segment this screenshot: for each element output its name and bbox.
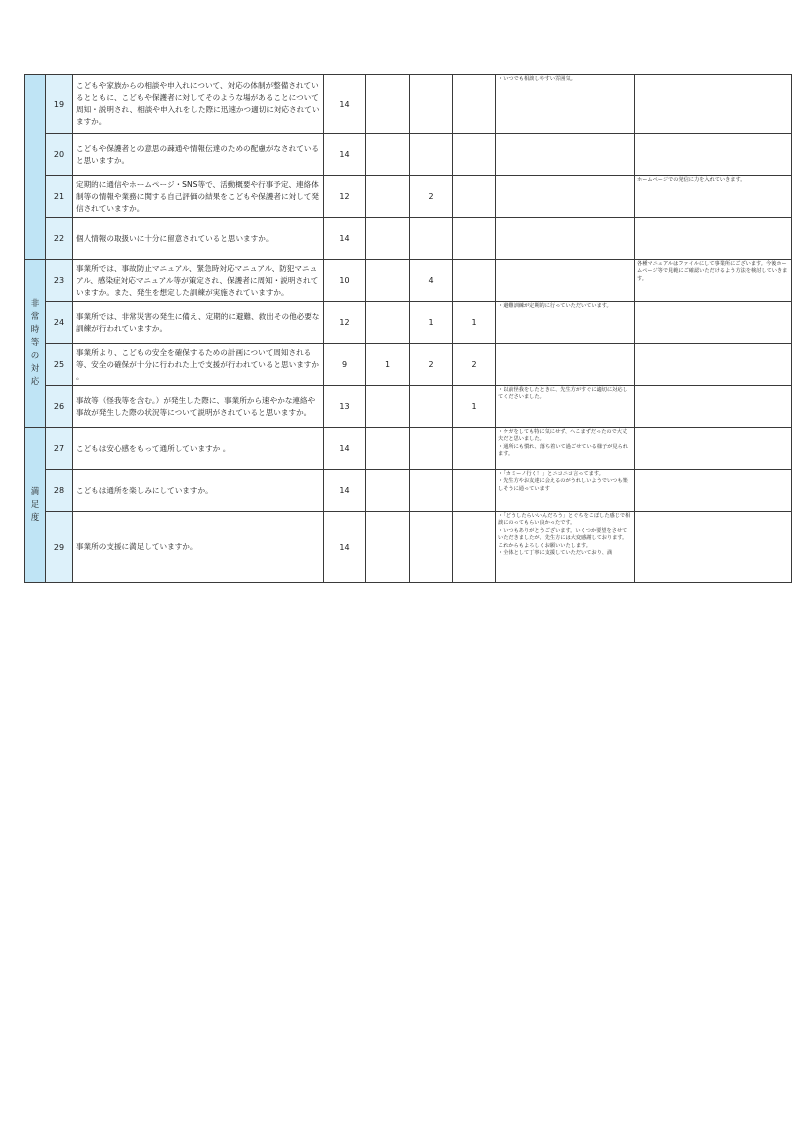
question-text: 事業所では、非常災害の発生に備え、定期的に避難、救出その他必要な訓練が行われていますか。 bbox=[73, 302, 324, 344]
category-cell: 満足度 bbox=[25, 428, 46, 583]
question-text: こどもは通所を楽しみにしていますか。 bbox=[73, 470, 324, 512]
count-unknown bbox=[453, 75, 496, 134]
row-number: 27 bbox=[46, 428, 73, 470]
guardian-comment bbox=[496, 218, 635, 260]
row-number: 25 bbox=[46, 344, 73, 386]
table-row bbox=[25, 176, 792, 218]
count-yes: 14 bbox=[324, 512, 366, 583]
count-unknown: 1 bbox=[453, 302, 496, 344]
guardian-comment: ・ケガをしても特に気にせず、へこまずだったので大丈夫だと思いました。 ・通所にも慣れ、落ち着いて過ごせている様子が見られます。 bbox=[496, 428, 635, 470]
guardian-comment bbox=[496, 344, 635, 386]
count-no bbox=[410, 428, 453, 470]
count-unknown bbox=[453, 428, 496, 470]
count-no bbox=[410, 386, 453, 428]
count-yes: 13 bbox=[324, 386, 366, 428]
row-number: 22 bbox=[46, 218, 73, 260]
question-text: 事業所より、こどもの安全を確保するための計画について周知される等、安全の確保が十分に行われた上で支援が行われていると思いますか 。 bbox=[73, 344, 324, 386]
survey-table bbox=[24, 74, 792, 583]
facility-response bbox=[635, 75, 792, 134]
question-text: 個人情報の取扱いに十分に留意されていると思いますか。 bbox=[73, 218, 324, 260]
facility-response bbox=[635, 512, 792, 583]
question-text: 事故等（怪我等を含む。）が発生した際に、事業所から速やかな連絡や事故が発生した際の状況等について説明がされていると思いますか。 bbox=[73, 386, 324, 428]
question-text: こどもは安心感をもって通所していますか 。 bbox=[73, 428, 324, 470]
guardian-comment: ・避難訓練が定期的に行っていただいています。 bbox=[496, 302, 635, 344]
count-yes: 12 bbox=[324, 176, 366, 218]
facility-response bbox=[635, 470, 792, 512]
category-cell: 非常時等の対応 bbox=[25, 260, 46, 428]
count-somewhat bbox=[366, 470, 410, 512]
facility-response bbox=[635, 428, 792, 470]
count-somewhat bbox=[366, 176, 410, 218]
count-no bbox=[410, 134, 453, 176]
count-somewhat bbox=[366, 386, 410, 428]
count-yes: 14 bbox=[324, 470, 366, 512]
table-row bbox=[25, 134, 792, 176]
row-number: 24 bbox=[46, 302, 73, 344]
count-yes: 12 bbox=[324, 302, 366, 344]
facility-response bbox=[635, 218, 792, 260]
table-row bbox=[25, 470, 792, 512]
count-unknown bbox=[453, 260, 496, 302]
count-no: 2 bbox=[410, 344, 453, 386]
count-unknown: 1 bbox=[453, 386, 496, 428]
count-yes: 14 bbox=[324, 218, 366, 260]
row-number: 21 bbox=[46, 176, 73, 218]
count-somewhat bbox=[366, 134, 410, 176]
table-row bbox=[25, 344, 792, 386]
table-row bbox=[25, 260, 792, 302]
count-yes: 14 bbox=[324, 428, 366, 470]
guardian-comment: ・以前怪我をしたときに、先生方がすぐに適切に対応してくださいました。 bbox=[496, 386, 635, 428]
count-somewhat bbox=[366, 260, 410, 302]
count-no bbox=[410, 512, 453, 583]
question-text: 定期的に通信やホームページ・SNS等で、活動概要や行事予定、連絡体制等の情報や業務に関する自己評価の結果をこどもや保護者に対して発信されていますか。 bbox=[73, 176, 324, 218]
count-unknown bbox=[453, 470, 496, 512]
table-row bbox=[25, 302, 792, 344]
count-unknown: 2 bbox=[453, 344, 496, 386]
count-yes: 10 bbox=[324, 260, 366, 302]
guardian-comment: ・いつでも相談しやすい雰囲気。 bbox=[496, 75, 635, 134]
count-unknown bbox=[453, 176, 496, 218]
guardian-comment bbox=[496, 176, 635, 218]
count-no bbox=[410, 470, 453, 512]
count-no bbox=[410, 75, 453, 134]
row-number: 29 bbox=[46, 512, 73, 583]
count-no: 2 bbox=[410, 176, 453, 218]
table-row bbox=[25, 428, 792, 470]
count-yes: 14 bbox=[324, 134, 366, 176]
question-text: こどもや家族からの相談や申入れについて、対応の体制が整備されているとともに、こどもや保護者に対してそのような場があることについて周知・説明され、相談や申入れをした際に迅速かつ適切に対応されていますか。 bbox=[73, 75, 324, 134]
row-number: 20 bbox=[46, 134, 73, 176]
facility-response bbox=[635, 386, 792, 428]
row-number: 26 bbox=[46, 386, 73, 428]
count-no: 4 bbox=[410, 260, 453, 302]
facility-response bbox=[635, 344, 792, 386]
count-somewhat bbox=[366, 512, 410, 583]
guardian-comment bbox=[496, 134, 635, 176]
question-text: 事業所では、事故防止マニュアル、緊急時対応マニュアル、防犯マニュアル、感染症対応マニュアル等が策定され、保護者に周知・説明されていますか。また、発生を想定した訓練が実施されていますか。 bbox=[73, 260, 324, 302]
count-unknown bbox=[453, 218, 496, 260]
count-somewhat bbox=[366, 428, 410, 470]
count-no bbox=[410, 218, 453, 260]
count-unknown bbox=[453, 134, 496, 176]
count-no: 1 bbox=[410, 302, 453, 344]
count-somewhat bbox=[366, 75, 410, 134]
guardian-comment: ・「どうしたらいいんだろう」とぐちをこぼした感じで相談にのってもらい良かったです。 ・いつもありがとうございます。いくつか要望をさせていただきましたが、先生方には大変感謝しております。これからもよろしくお願いいたします。 ・全体として丁寧に支援していただいており、満 bbox=[496, 512, 635, 583]
facility-response: 各種マニュアルはファイルにして事業所にございます。今後ホームページ等で見範にご確認いただけるよう方法を検討していきます。 bbox=[635, 260, 792, 302]
facility-response bbox=[635, 134, 792, 176]
count-somewhat bbox=[366, 302, 410, 344]
row-number: 23 bbox=[46, 260, 73, 302]
table-row bbox=[25, 512, 792, 583]
row-number: 19 bbox=[46, 75, 73, 134]
count-yes: 9 bbox=[324, 344, 366, 386]
count-unknown bbox=[453, 512, 496, 583]
facility-response: ホームページでの発信に力を入れていきます。 bbox=[635, 176, 792, 218]
count-somewhat bbox=[366, 218, 410, 260]
question-text: こどもや保護者との意思の疎通や情報伝達のための配慮がなされていると思いますか。 bbox=[73, 134, 324, 176]
count-yes: 14 bbox=[324, 75, 366, 134]
count-somewhat: 1 bbox=[366, 344, 410, 386]
table-row bbox=[25, 386, 792, 428]
guardian-comment: ・「カミーノ行く！」とニコニコ言ってます。 ・先生方やお友達に会えるのがうれしいようでいつも楽しそうに通っています bbox=[496, 470, 635, 512]
table-row bbox=[25, 218, 792, 260]
row-number: 28 bbox=[46, 470, 73, 512]
table-row bbox=[25, 75, 792, 134]
guardian-comment bbox=[496, 260, 635, 302]
category-cell bbox=[25, 75, 46, 260]
facility-response bbox=[635, 302, 792, 344]
question-text: 事業所の支援に満足していますか。 bbox=[73, 512, 324, 583]
